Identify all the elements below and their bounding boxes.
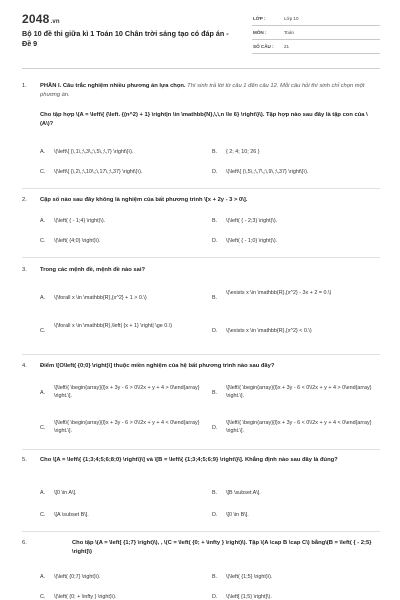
meta-value: Lớp 10 [284,16,299,21]
meta-row-grade [252,12,380,26]
page-header [0,0,400,62]
question-text: Cặp số nào sau đây không là nghiệm của bất phương trình \[x + 2y - 3 > 0\]. [40,197,248,203]
meta-key: LỚP : [253,16,266,21]
question-text: Cho tập \(A = \left[ {1;7} \right)\), , \(C = \left( {0; + \infty } \right)\). Tập \(A \cap B \cap C\) bằng\(B = \left( { - 2;5} \right]\) [72,540,372,555]
question-separator [22,354,380,355]
question-number: 1. [22,83,27,89]
logo-suffix: .vn [50,19,60,25]
logo-main: 2048 [22,12,50,26]
meta-key: SỐ CÂU : [253,44,274,49]
site-logo[interactable] [22,12,60,26]
question-number: 6. [22,540,27,546]
part-title: PHẦN I. Câu trắc nghiệm nhiều phương án lựa chọn. [40,83,186,89]
question-text: Trong các mệnh đề, mệnh đề nào sai? [40,267,146,273]
meta-row-question-count [252,40,380,54]
question-number: 4. [22,363,27,369]
meta-value: 21 [284,44,290,49]
question-text: Điểm \[O\left( {0;0} \right)\] thuộc miền nghiệm của hệ bất phương trình nào sau đây? [40,363,275,369]
question-number: 2. [22,197,27,203]
meta-row-subject [252,26,380,40]
question-separator [22,188,380,189]
part-note: Thí sinh trả lời từ câu 1 đến câu 12. Mỗi câu hỏi thí sinh chỉ chọn một phương án. [40,83,365,98]
question-number: 3. [22,267,27,273]
header-divider [22,68,380,69]
exam-meta-table [252,12,380,54]
question-number: 5. [22,457,27,463]
question-text: Cho \[A = \left\{ {1;3;4;5;6;8;0} \right\}\] và \[B = \left\{ {1;3;4;5;6;9} \right\}\]. Khẳng định nào sau đây là đúng? [40,457,338,463]
question-separator [22,257,380,258]
question-list: 1. PHẦN I. Câu trắc nghiệm nhiều phương án lựa chọn. Thí sinh trả lời từ câu 1 đến câu 12. Mỗi câu hỏi thí sinh chỉ chọn một phương án. Cho tập hợp \(A = \left\{ {\left. {(n^2) + 1} \right|n \in \mathbb{N},\,\,n \le 6} \right\}\). Tập hợp nào sau đây là tập con của \(A\)? A. \(\left\{ {\,1\,;\,3\,;\,5\,;\,7} \right\}\). B. { 2; 4; 10; 26 } C. \(\left\{ {\,2\,;\,10\,;\,17\,;\,37} \right\}\). D. \(\left\{ {\,5\,;\,7\,;\,9\,;\,37} \right\}\). 2. Cặp số nào sau đây không là nghiệm của bất phương trình \[x + 2y - 3 > 0\]. A. \(\left( { - 1;4} \right)\). B. \(\left( { - 2;3} \right)\). C. \(\left( {4;0} \right)\). D. \(\left( { - 1;0} \right)\). 3. Trong các mệnh đề, mệnh đề nào sai? A. \(\forall x \in \mathbb{R},{x^2} + 1 > 0.\) B. \(\exists x \in \mathbb{R},{x^2} - 3x + 2 = 0.\) C. \(\forall x \in \mathbb{R},\left| {x + 1} \right| \ge 0.\) D. \(\exists x \in \mathbb{R},{x^2} < 0.\) 4. Điểm \[O\left( {0;0} \right)\] thuộc miền nghiệm của hệ bất phương trình nào sau đây? A. \[\left\{ \begin{array}{l}x + 3y - 6 > 0\\2x + y + 4 > 0\end{array} \right.\]. B. \[\left\{ \begin{array}{l}x + 3y - 6 < 0\\2x + y + 4 > 0\end{array} \right.\]. C. \[\left\{ \begin{array}{l}x + 3y - 6 > 0\\2x + y + 4 < 0\end{array} \right.\]. D. \[\left\{ \begin{array}{l}x + 3y - 6 < 0\\2x + y + 4 < 0\end{array} \right.\]. 5. Cho \[A = \left\{ {1;3;4;5;6;8;0} \right\}\] và \[B = \left\{ {1;3;4;5;6;9} \right\}\]. Khẳng định nào sau đây là đúng? A. \[0 \in A\]. B. \[B \subset A\]. C. \[A \subset B\]. D. \[0 \in B\]. 6. Cho tập \(A = \left[ {1;7} \right)\), , \(C = \left( {0; + \infty } \right)\). Tập \(A \cap B \cap C\) bằng\(B = \left( { - 2;5} \right]\) A. \(\left( {0;7} \right)\). B. \(\left( {1;5} \right)\). C. \(\left( {0; + \infty } \right)\). D. \(\left[ {1;5} \right]\). [0,72,400,600]
question-text: Cho tập hợp \(A = \left\{ {\left. {(n^2) + 1} \right|n \in \mathbb{N},\,\,n \le 6} \right\}\). Tập hợp nào sau đây là tập con của \(A\)? [40,112,368,127]
page-title: Bộ 10 đề thi giữa kì 1 Toán 10 Chân trời sáng tạo có đáp án - Đề 9 [22,29,229,48]
meta-value: Toán [284,30,294,35]
part-intro [40,82,380,99]
meta-key: MÔN : [253,30,267,35]
question-separator [22,531,380,532]
question-separator [22,449,380,450]
